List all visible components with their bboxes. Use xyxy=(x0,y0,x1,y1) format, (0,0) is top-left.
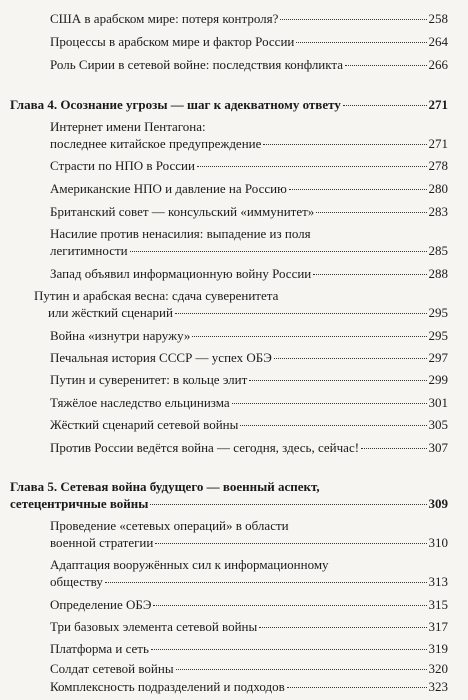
dot-leader xyxy=(192,336,426,337)
dot-leader xyxy=(274,358,427,359)
page-number: 258 xyxy=(428,11,448,26)
entry-title: Британский совет — консульский «иммунитет» xyxy=(50,204,315,219)
entry-title: Процессы в арабском мире и фактор России xyxy=(50,34,295,49)
dot-leader xyxy=(150,504,426,505)
toc-entry xyxy=(34,287,448,321)
entry-title: Запад объявил информационную войну России xyxy=(50,266,312,281)
entry-title: Комплексность подразделений и подходов xyxy=(50,679,285,694)
page-number: 288 xyxy=(428,266,448,281)
page-number: 315 xyxy=(428,597,448,612)
toc-chapter-entry xyxy=(10,478,448,512)
toc-entry xyxy=(50,265,448,282)
page-number: 301 xyxy=(428,395,448,410)
toc-entry xyxy=(50,203,448,220)
dot-leader xyxy=(287,687,427,688)
toc-entry xyxy=(50,118,448,152)
entry-title: Платформа и сеть xyxy=(50,641,149,656)
toc-entry xyxy=(50,225,448,259)
toc-entry xyxy=(50,596,448,613)
entry-title: США в арабском мире: потеря контроля? xyxy=(50,11,279,26)
dot-leader xyxy=(232,403,427,404)
toc-entry xyxy=(50,394,448,411)
page-number: 313 xyxy=(428,574,448,589)
dot-leader xyxy=(280,19,426,20)
toc-entry xyxy=(50,660,448,677)
page-number: 295 xyxy=(428,305,448,320)
page-number: 317 xyxy=(428,619,448,634)
entry-title-line-1: Насилие против ненасилия: выпадение из поля xyxy=(50,226,311,241)
dot-leader xyxy=(240,425,426,426)
page-number: 295 xyxy=(428,328,448,343)
dot-leader xyxy=(259,627,426,628)
page-number: 271 xyxy=(428,97,448,112)
entry-title: Жёсткий сценарий сетевой войны xyxy=(50,417,239,432)
page-number: 264 xyxy=(428,34,448,49)
toc-entry xyxy=(50,327,448,344)
page-number: 305 xyxy=(428,417,448,432)
entry-title: Солдат сетевой войны xyxy=(50,661,174,676)
dot-leader xyxy=(130,251,427,252)
entry-title: Американские НПО и давление на Россию xyxy=(50,181,287,196)
page-number: 309 xyxy=(428,496,448,511)
chapter-title-line-2: сетецентричные войны xyxy=(10,496,149,511)
dot-leader xyxy=(155,543,426,544)
entry-title-line-2: или жёсткий сценарий xyxy=(48,305,173,320)
entry-title-line-2: последнее китайское предупреждение xyxy=(50,136,262,151)
dot-leader xyxy=(151,649,427,650)
dot-leader xyxy=(249,380,426,381)
dot-leader xyxy=(313,274,426,275)
entry-title-line-2: легитимности xyxy=(50,243,128,258)
entry-title: Война «изнутри наружу» xyxy=(50,328,191,343)
entry-title-line-1: Проведение «сетевых операций» в области xyxy=(50,518,289,533)
entry-title: Путин и суверенитет: в кольце элит xyxy=(50,372,248,387)
dot-leader xyxy=(153,605,426,606)
toc-entry xyxy=(50,371,448,388)
toc-entry xyxy=(50,33,448,50)
entry-title: Три базовых элемента сетевой войны xyxy=(50,619,258,634)
dot-leader xyxy=(345,65,426,66)
page-number: 278 xyxy=(428,158,448,173)
toc-entry xyxy=(50,640,448,657)
entry-title: Против России ведётся война — сегодня, здесь, сейчас! xyxy=(50,440,360,455)
page-number: 283 xyxy=(428,204,448,219)
entry-title: Страсти по НПО в России xyxy=(50,158,195,173)
page-number: 320 xyxy=(428,661,448,676)
toc-entry xyxy=(50,439,448,456)
entry-title-line-1: Путин и арабская весна: сдача суверенитета xyxy=(34,288,279,303)
toc-entry xyxy=(50,180,448,197)
page-number: 323 xyxy=(428,679,448,694)
dot-leader xyxy=(289,189,427,190)
toc-entry xyxy=(50,416,448,433)
dot-leader xyxy=(176,669,427,670)
page-number: 285 xyxy=(428,243,448,258)
toc-entry xyxy=(50,56,448,73)
dot-leader xyxy=(105,582,427,583)
toc-entry xyxy=(50,10,448,27)
page-number: 280 xyxy=(428,181,448,196)
page-number: 266 xyxy=(428,57,448,72)
dot-leader xyxy=(361,448,426,449)
chapter-title: Глава 4. Осознание угрозы — шаг к адекватному ответу xyxy=(10,97,341,112)
page-number: 319 xyxy=(428,641,448,656)
entry-title-line-2: военной стратегии xyxy=(50,535,154,550)
dot-leader xyxy=(296,42,426,43)
entry-title-line-2: обществу xyxy=(50,574,103,589)
page-number: 271 xyxy=(428,136,448,151)
dot-leader xyxy=(197,166,427,167)
toc-chapter-entry xyxy=(10,96,448,113)
entry-title: Роль Сирии в сетевой войне: последствия конфликта xyxy=(50,57,344,72)
dot-leader xyxy=(263,144,426,145)
page-number: 297 xyxy=(428,350,448,365)
entry-title-line-1: Адаптация вооружённых сил к информационному xyxy=(50,557,329,572)
entry-title: Определение ОБЭ xyxy=(50,597,152,612)
toc-entry xyxy=(50,679,448,694)
toc-entry xyxy=(50,556,448,590)
entry-title: Тяжёлое наследство ельцинизма xyxy=(50,395,230,410)
entry-title: Печальная история СССР — успех ОБЭ xyxy=(50,350,272,365)
dot-leader xyxy=(175,313,427,314)
page-number: 299 xyxy=(428,372,448,387)
chapter-title-line-1: Глава 5. Сетевая война будущего — военный аспект, xyxy=(10,479,320,494)
page-number: 310 xyxy=(428,535,448,550)
toc-entry xyxy=(50,157,448,174)
toc-entry xyxy=(50,618,448,635)
dot-leader xyxy=(343,105,427,106)
toc-entry xyxy=(50,517,448,551)
entry-title-line-1: Интернет имени Пентагона: xyxy=(50,119,206,134)
toc-entry xyxy=(50,349,448,366)
dot-leader xyxy=(316,212,426,213)
page-number: 307 xyxy=(428,440,448,455)
